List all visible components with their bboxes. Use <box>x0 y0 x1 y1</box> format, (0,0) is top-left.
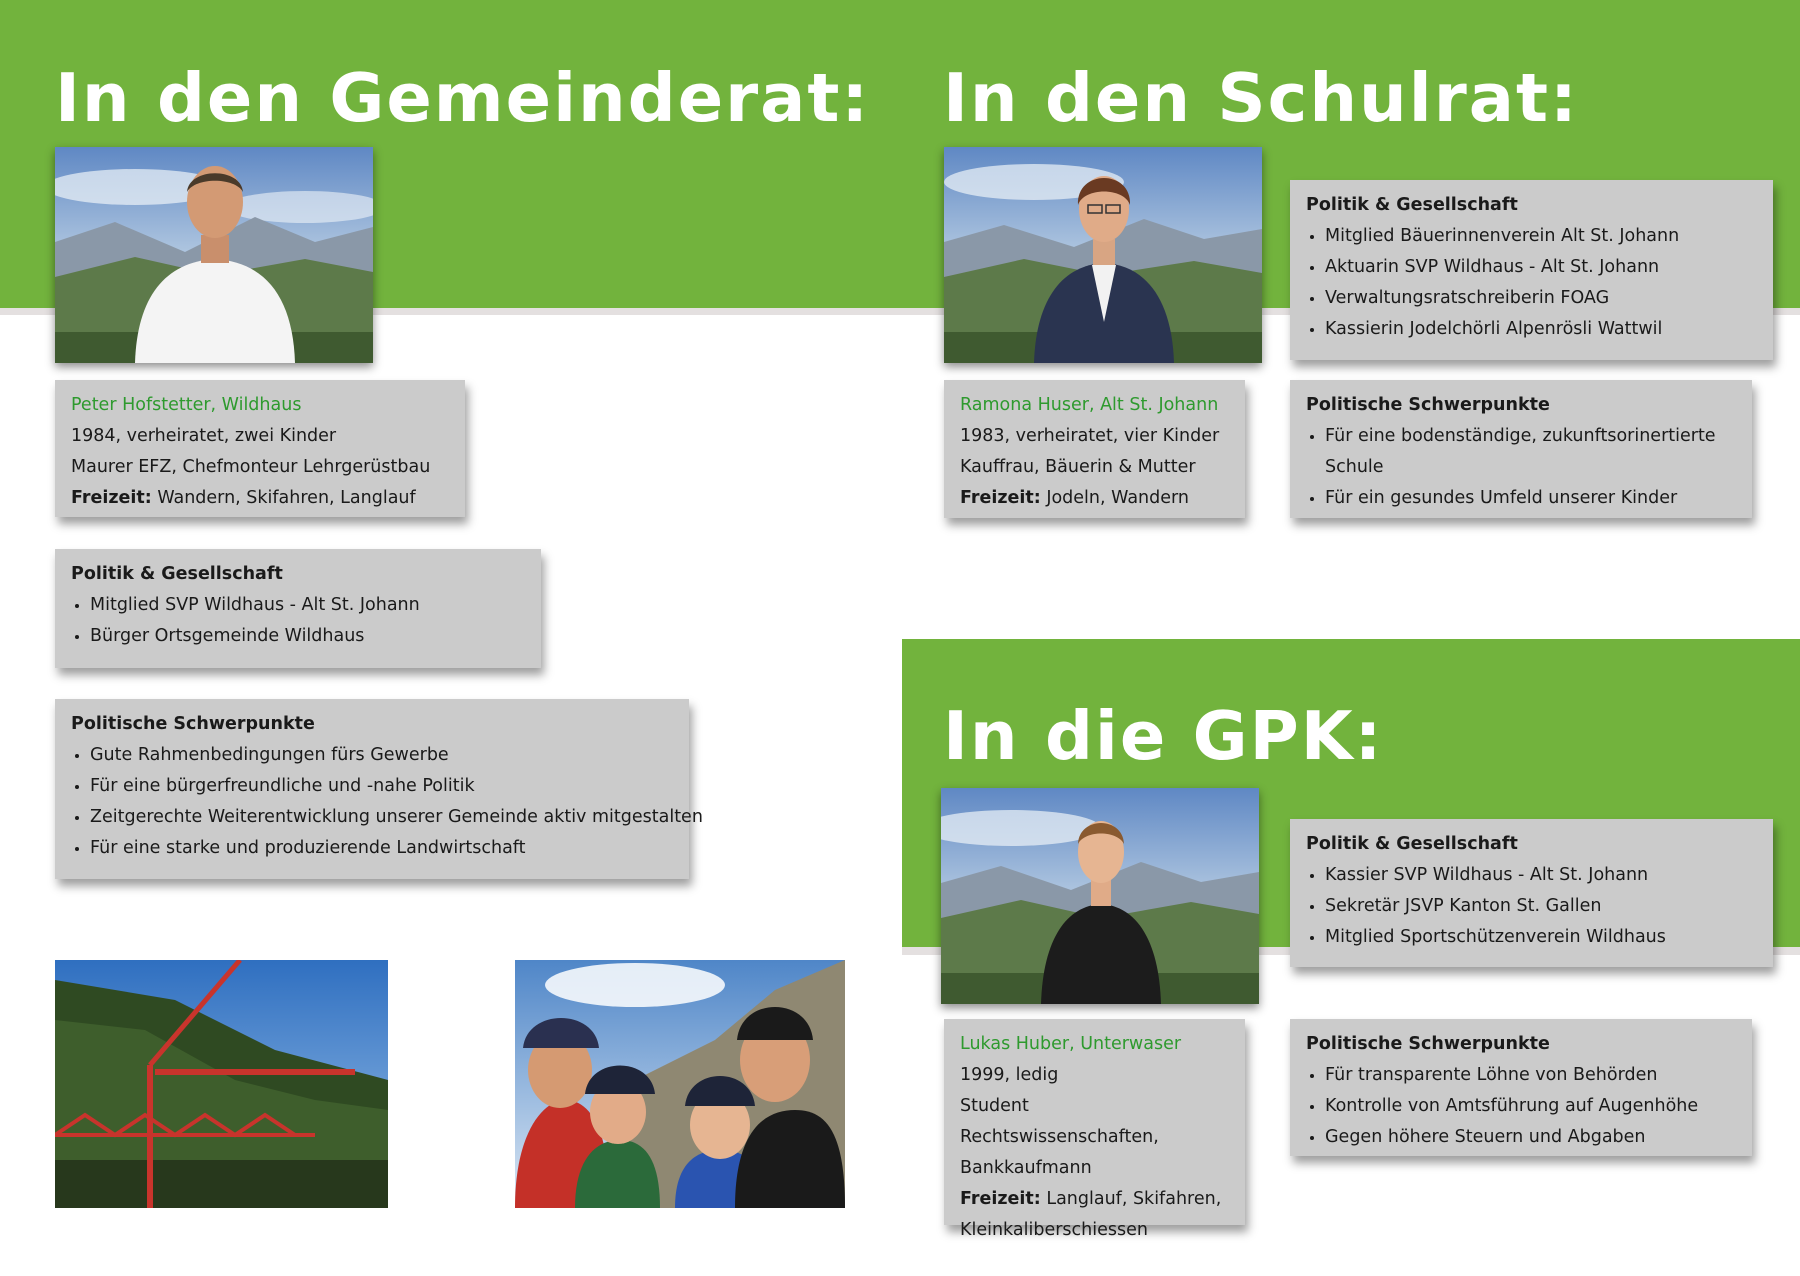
list-item: Kassier SVP Wildhaus - Alt St. Johann <box>1306 860 1761 891</box>
list-item: Zeitgerechte Weiterentwicklung unserer Gemeinde aktiv mitgestalten <box>71 802 677 833</box>
candidate-profession: Student Rechtswissenschaften, Bankkaufmann <box>960 1096 1159 1178</box>
candidate-profession: Kauffrau, Bäuerin & Mutter <box>960 457 1196 477</box>
heading-gemeinderat: In den Gemeinderat: <box>55 59 871 137</box>
politik-gesellschaft-lukas-huber <box>1290 819 1773 967</box>
candidate-profession: Maurer EFZ, Chefmonteur Lehrgerüstbau <box>71 457 431 477</box>
freizeit-label: Freizeit: <box>960 488 1041 508</box>
freizeit-value: Wandern, Skifahren, Langlauf <box>151 488 416 508</box>
candidate-info-ramona-huser <box>944 380 1245 518</box>
list-item: Mitglied SVP Wildhaus - Alt St. Johann <box>71 590 529 621</box>
list-item: Für eine bürgerfreundliche und -nahe Politik <box>71 771 677 802</box>
schwerpunkte-peter-hofstetter <box>55 699 703 879</box>
politik-gesellschaft-peter-hofstetter <box>55 549 541 668</box>
schwerpunkte-ramona-huser <box>1290 380 1752 518</box>
list-item: Für eine bodenständige, zukunftsorinertierte Schule <box>1306 421 1740 483</box>
list-item: Kassierin Jodelchörli Alpenrösli Wattwil <box>1306 314 1761 345</box>
candidate-personal: 1984, verheiratet, zwei Kinder <box>71 426 337 446</box>
freizeit-value: Langlauf, Skifahren, Kleinkaliberschiessen <box>960 1189 1222 1240</box>
politik-list <box>1306 860 1761 953</box>
candidate-freizeit <box>960 483 1233 514</box>
list-item: Für ein gesundes Umfeld unserer Kinder <box>1306 483 1740 514</box>
crane-construction-photo <box>55 960 388 1208</box>
schwerpunkte-list <box>1306 421 1740 514</box>
box-title: Politische Schwerpunkte <box>1306 1034 1550 1054</box>
candidate-name: Ramona Huser, Alt St. Johann <box>960 395 1219 415</box>
list-item: Bürger Ortsgemeinde Wildhaus <box>71 621 529 652</box>
candidate-info-lukas-huber <box>944 1019 1245 1240</box>
list-item: Sekretär JSVP Kanton St. Gallen <box>1306 891 1761 922</box>
list-item: Mitglied Bäuerinnenverein Alt St. Johann <box>1306 221 1761 252</box>
list-item: Für transparente Löhne von Behörden <box>1306 1060 1740 1091</box>
freizeit-label: Freizeit: <box>960 1189 1041 1209</box>
list-item: Gute Rahmenbedingungen fürs Gewerbe <box>71 740 677 771</box>
box-title: Politische Schwerpunkte <box>1306 395 1550 415</box>
candidate-name: Peter Hofstetter, Wildhaus <box>71 395 302 415</box>
candidate-freizeit <box>71 483 453 514</box>
box-title: Politik & Gesellschaft <box>1306 834 1518 854</box>
candidate-info-peter-hofstetter <box>55 380 465 517</box>
list-item: Kontrolle von Amtsführung auf Augenhöhe <box>1306 1091 1740 1122</box>
candidate-name: Lukas Huber, Unterwaser <box>960 1034 1182 1054</box>
heading-gpk: In die GPK: <box>943 697 1384 775</box>
candidate-personal: 1999, ledig <box>960 1065 1059 1085</box>
list-item: Für eine starke und produzierende Landwirtschaft <box>71 833 677 864</box>
candidate-freizeit <box>960 1184 1233 1246</box>
box-title: Politik & Gesellschaft <box>71 564 283 584</box>
freizeit-label: Freizeit: <box>71 488 152 508</box>
schwerpunkte-list <box>71 740 703 864</box>
schwerpunkte-lukas-huber <box>1290 1019 1752 1156</box>
politik-gesellschaft-ramona-huser <box>1290 180 1773 360</box>
schwerpunkte-list <box>1306 1060 1740 1153</box>
family-selfie-photo <box>515 960 845 1208</box>
candidate-personal: 1983, verheiratet, vier Kinder <box>960 426 1220 446</box>
candidate-photo-peter-hofstetter <box>55 147 373 363</box>
box-title: Politik & Gesellschaft <box>1306 195 1518 215</box>
list-item: Verwaltungsratschreiberin FOAG <box>1306 283 1761 314</box>
freizeit-value: Jodeln, Wandern <box>1040 488 1189 508</box>
list-item: Aktuarin SVP Wildhaus - Alt St. Johann <box>1306 252 1761 283</box>
candidate-photo-lukas-huber <box>941 788 1259 1004</box>
politik-list <box>71 590 529 652</box>
box-title: Politische Schwerpunkte <box>71 714 315 734</box>
candidate-photo-ramona-huser <box>944 147 1262 363</box>
list-item: Gegen höhere Steuern und Abgaben <box>1306 1122 1740 1153</box>
list-item: Mitglied Sportschützenverein Wildhaus <box>1306 922 1761 953</box>
heading-schulrat: In den Schulrat: <box>943 59 1579 137</box>
politik-list <box>1306 221 1761 345</box>
